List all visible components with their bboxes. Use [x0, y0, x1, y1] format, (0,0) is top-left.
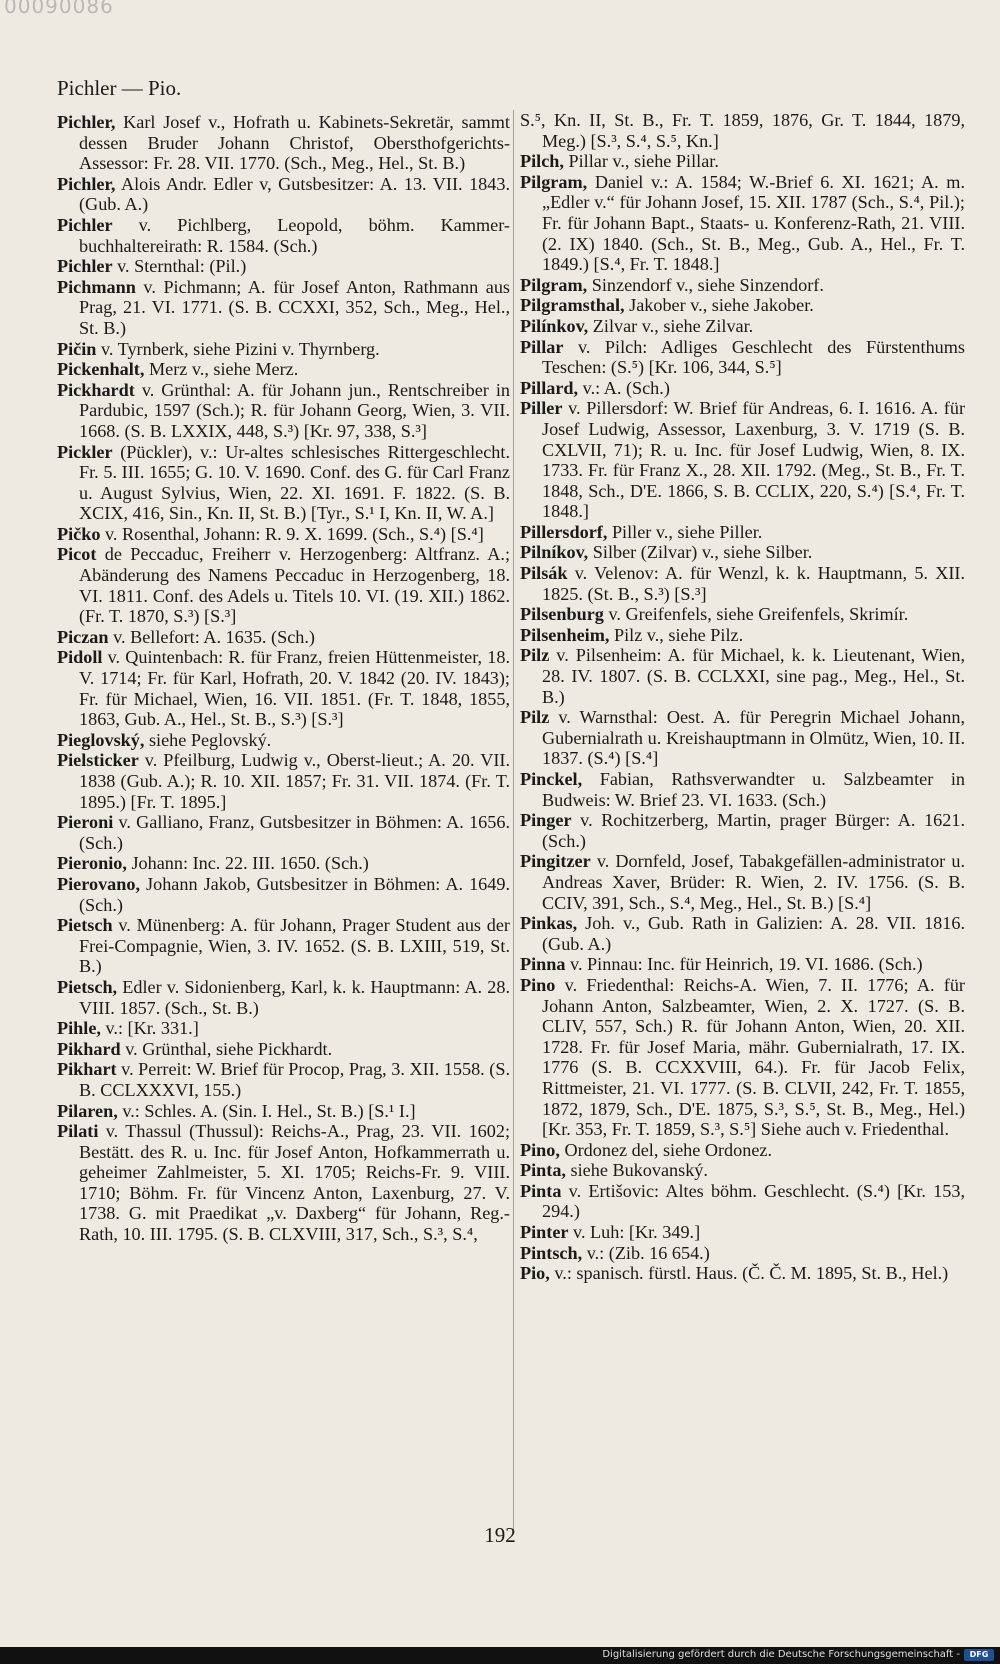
credit-line: Digitalisierung gefördert durch die Deutsche Forschungsgemeinschaft - [602, 1649, 960, 1660]
entry-headword: Pio, [520, 1263, 550, 1284]
entry-text: Silber (Zilvar) v., siehe Silber. [588, 542, 813, 563]
entry-text: v. Pfeilburg, Ludwig v., Oberst-lieut.; A. 20. VII. 1838 (Gub. A.); R. 10. XII. 1857; Fr. 31. VII. 1874. (Fr. T. 1895.) [Fr. T. 1895.] [79, 750, 510, 812]
left-column [57, 112, 510, 1524]
dictionary-entry [520, 563, 965, 604]
entry-text: de Peccaduc, Freiherr v. Herzogenberg: Altfranz. A.; Abänderung des Namens Peccaduc in Herzogenberg, 18. VI. 1811. Conf. des Adels u. Titels 10. VI. (19. XII.) 1862. (Fr. T. 1870, S.³) [S.³] [79, 544, 510, 627]
entry-headword: Pietsch [57, 915, 113, 936]
dictionary-entry [520, 1160, 965, 1181]
entry-headword: Pichler, [57, 173, 116, 194]
dictionary-entry [57, 359, 510, 380]
entry-text: v. Pichmann; A. für Josef Anton, Rathmann aus Prag, 21. VI. 1771. (S. B. CCXXI, 352, Sch., Meg., Hel., St. B.) [79, 276, 510, 338]
entry-headword: Pichler [57, 214, 113, 235]
entry-text: v.: [Kr. 331.] [100, 1018, 199, 1039]
dictionary-entry [57, 730, 510, 751]
entry-text: v.: A. (Sch.) [578, 377, 670, 398]
entry-text: v. Pillersdorf: W. Brief für Andreas, 6. I. 1616. A. für Josef Ludwig, Assessor, Laxenburg, 3. V. 1719 (S. B. CXLVII, 71); R. u. Inc. für Josef Ludwig, Wien, 8. IX. 1733. Fr. für Franz X., 28. XII. 1792. (Meg., St. B., Fr. T. 1848, Sch., D'E. 1866, S. B. CCLIX, 220, S.⁴) [S.⁴, Fr. T. 1848.] [542, 398, 965, 522]
entry-headword: Pilsenburg [520, 604, 604, 625]
entry-text: v. Luh: [Kr. 349.] [568, 1222, 701, 1243]
entry-text: (Pückler), v.: Ur-altes schlesisches Rittergeschlecht. Fr. 5. III. 1655; G. 10. V. 1690. Conf. des G. für Carl Franz u. August Sylvius, Wien, 22. XI. 1691. F. 1822. (S. B. XCIX, 416, Sin., Kn. II, St. B.) [Tyr., S.¹ I, Kn. II, W. A.] [79, 441, 510, 524]
dictionary-entry [520, 1243, 965, 1264]
entry-text: v. Ertišovic: Altes böhm. Geschlecht. (S.⁴) [Kr. 153, 294.) [542, 1180, 965, 1222]
dictionary-entry [520, 275, 965, 296]
entry-headword: Pilgram, [520, 274, 588, 295]
dfg-logo: DFG [964, 1649, 994, 1661]
dictionary-entry [57, 380, 510, 442]
entry-headword: Pilsák [520, 563, 568, 584]
entry-text: Pilz v., siehe Pilz. [609, 624, 744, 645]
entry-text: Sinzendorf v., siehe Sinzendorf. [587, 274, 824, 295]
entry-headword: Pinta [520, 1180, 562, 1201]
dictionary-entry [57, 112, 510, 174]
dictionary-entry [57, 1101, 510, 1122]
entry-headword: Pintsch, [520, 1242, 583, 1263]
dictionary-entry [57, 1121, 510, 1245]
column-divider [513, 110, 514, 1530]
entry-text: v. Rosenthal, Johann: R. 9. X. 1699. (Sch., S.⁴) [S.⁴] [100, 523, 484, 544]
entry-text: v. Grünthal, siehe Pickhardt. [120, 1038, 333, 1059]
entry-text: v. Grünthal: A. für Johann jun., Rentschreiber in Pardubic, 1597 (Sch.); R. für Johann Georg, Wien, 3. VII. 1668. (S. B. LXXIX, 448, S.³) [Kr. 97, 338, S.³] [79, 379, 510, 441]
entry-text: Piller v., siehe Piller. [607, 521, 763, 542]
entry-headword: Pingitzer [520, 851, 591, 872]
entry-text: Ordonez del, siehe Ordonez. [559, 1139, 773, 1160]
entry-headword: Pilsenheim, [520, 624, 610, 645]
dictionary-entry [520, 707, 965, 769]
entry-headword: Pilínkov, [520, 315, 589, 336]
dictionary-entry [57, 1018, 510, 1039]
entry-text: v.: spanisch. fürstl. Haus. (Č. Č. M. 1895, St. B., Hel.) [549, 1263, 949, 1284]
dictionary-entry [520, 378, 965, 399]
dictionary-entry [57, 215, 510, 256]
dictionary-entry [520, 645, 965, 707]
entry-text: v. Perreit: W. Brief für Procop, Prag, 3. XII. 1558. (S. B. CCLXXXVI, 155.) [79, 1059, 510, 1100]
entry-headword: Pinkas, [520, 913, 578, 934]
entry-headword: Pillar [520, 336, 564, 357]
entry-headword: Pino [520, 974, 556, 995]
dictionary-entry [520, 769, 965, 810]
dictionary-entry [520, 172, 965, 275]
entry-headword: Pillersdorf, [520, 521, 608, 542]
entry-headword: Pinckel, [520, 769, 583, 789]
entry-text: v. Velenov: A. für Wenzl, k. k. Hauptmann, 5. XII. 1825. (St. B., S.³) [S.³] [542, 563, 965, 604]
entry-headword: Pikhard [57, 1038, 121, 1059]
entry-headword: Pilaren, [57, 1100, 118, 1121]
dictionary-entry [520, 151, 965, 172]
entry-headword: Pilz [520, 645, 550, 666]
entry-headword: Pichler [57, 256, 113, 277]
entry-text: v. Pinnau: Inc. für Heinrich, 19. VI. 1686. (Sch.) [565, 954, 923, 975]
right-column [520, 110, 965, 1524]
dictionary-entry [520, 810, 965, 851]
entry-text: Joh. v., Gub. Rath in Galizien: A. 28. VII. 1816. (Gub. A.) [542, 913, 965, 954]
dictionary-entry [57, 1039, 510, 1060]
entry-text: v. Greifenfels, siehe Greifenfels, Skrimír. [603, 604, 909, 625]
entry-headword: Piczan [57, 626, 109, 647]
entry-headword: Picot [57, 544, 97, 565]
dictionary-entry [520, 1181, 965, 1222]
dictionary-entry [520, 337, 965, 378]
dictionary-entry [520, 110, 965, 151]
dictionary-entry [520, 295, 965, 316]
entry-headword: Pinter [520, 1222, 569, 1243]
entry-text: v. Tyrnberk, siehe Pizini v. Thyrnberg. [96, 338, 380, 359]
running-head: Pichler — Pio. [57, 76, 182, 100]
dictionary-entry [520, 625, 965, 646]
entry-headword: Pinna [520, 954, 566, 975]
page-number: 192 [484, 1523, 516, 1547]
dictionary-entry [57, 647, 510, 729]
entry-headword: Pilgramsthal, [520, 295, 625, 316]
entry-text: Edler v. Sidonienberg, Karl, k. k. Hauptmann: A. 28. VIII. 1857. (Sch., St. B.) [79, 976, 510, 1018]
entry-headword: Pichler, [57, 112, 116, 132]
entry-text: Johann: Inc. 22. III. 1650. (Sch.) [126, 853, 369, 874]
entry-text: v. Friedenthal: Reichs-A. Wien, 7. II. 1776; A. für Johann Anton, Salzbeamter, Wien, 2. X. 1727. (S. B. CLIV, 557, Sch.) R. für Johann Anton, Wien, 20. XII. 1728. Fr. für Josef Maria, mähr. Gubernialrath, 17. IX. 1776 (S. B. CCXXVIII, 64.). Fr. für Jacob Felix, Rittmeister, 21. VI. 1777. (S. B. CLVII, 242, Fr. T. 1855, 1872, 1879, Sch., D'E. 1875, S.³, S.⁵, St. B., Meg., Hel.) [Kr. 353, Fr. T. 1859, S.³, S.⁵] Siehe auch v. Friedenthal. [542, 974, 965, 1140]
entry-text: v.: Schles. A. (Sin. I. Hel., St. B.) [S.¹ I.] [117, 1100, 416, 1121]
entry-headword: Pickhardt [57, 379, 135, 400]
entry-text: v. Warnsthal: Oest. A. für Peregrin Michael Johann, Gubernialrath u. Kreishauptmann in Olmütz, Wien, 10. II. 1837. (S.⁴) [S.⁴] [542, 707, 965, 769]
dictionary-entry [57, 339, 510, 360]
entry-text: v.: (Zib. 16 654.) [582, 1242, 710, 1263]
entry-text: Johann Jakob, Gutsbesitzer in Böhmen: A. 1649. (Sch.) [79, 873, 510, 915]
corner-stamp: 00090086 [4, 0, 114, 18]
dictionary-entry [57, 977, 510, 1018]
entry-headword: Pilníkov, [520, 542, 589, 563]
entry-headword: Pilz [520, 707, 550, 728]
entry-text: Pillar v., siehe Pillar. [563, 151, 719, 172]
entry-headword: Pielsticker [57, 750, 139, 771]
entry-headword: Pieglovský, [57, 729, 145, 750]
entry-text: v. Rochitzerberg, Martin, prager Bürger: A. 1621. (Sch.) [542, 810, 965, 851]
entry-text: v. Bellefort: A. 1635. (Sch.) [108, 626, 315, 647]
dictionary-entry [57, 442, 510, 524]
entry-headword: Pičko [57, 523, 101, 544]
entry-text: v. Pilsenheim: A. für Michael, k. k. Lieutenant, Wien, 28. IV. 1807. (S. B. CCLXXI, sine pag., Meg., Hel., St. B.) [542, 645, 965, 707]
dictionary-entry [57, 627, 510, 648]
entry-headword: Pilati [57, 1121, 99, 1142]
dictionary-entry [57, 1059, 510, 1100]
entry-headword: Pieronio, [57, 853, 127, 874]
dictionary-entry [57, 874, 510, 915]
entry-text: Daniel v.: A. 1584; W.-Brief 6. XI. 1621; A. m. „Edler v.“ für Johann Josef, 15. XII. 1787 (Sch., S.⁴, Pil.); Fr. für Johann Bapt., Staats- u. Konferenz-Rath, 21. VIII. (2. IX) 1840. (Sch., St. B., Meg., Gub. A., Hel., Fr. T. 1849.) [S.⁴, Fr. T. 1848.] [542, 171, 965, 275]
dictionary-entry [520, 851, 965, 913]
dictionary-entry [57, 812, 510, 853]
entry-headword: Pichmann [57, 276, 136, 297]
dictionary-entry [520, 1140, 965, 1161]
entry-text: v. Thassul (Thussul): Reichs-A., Prag, 23. VII. 1602; Bestätt. des R. u. Inc. für Josef Anton, Hofkammerrath u. geheimer Zahlmeister, 5. XI. 1705; Reichs-Fr. 9. VIII. 1710; Böhm. Fr. für Vincenz Anton, Laxenburg, 27. V. 1738. G. mit Praedikat „v. Daxberg“ für Johann, Reg.-Rath, 10. III. 1795. (S. B. CLXVIII, 317, Sch., S.³, S.⁴, [79, 1121, 510, 1245]
entry-text: Jakober v., siehe Jakober. [624, 295, 814, 316]
entry-text: v. Sternthal: (Pil.) [112, 256, 247, 277]
dictionary-entry [520, 604, 965, 625]
entry-headword: Pillard, [520, 377, 579, 398]
dictionary-entry [57, 915, 510, 977]
dictionary-entry [520, 975, 965, 1140]
dictionary-entry [520, 1263, 965, 1284]
entry-text: v. Pichlberg, Leopold, böhm. Kammer-buchhaltereirath: R. 1584. (Sch.) [79, 214, 510, 256]
entry-headword: Pickenhalt, [57, 359, 145, 380]
entry-text: v. Dornfeld, Josef, Tabakgefällen-administrator u. Andreas Xaver, Brüder: R. Wien, 2. IV. 1756. (S. B. CCIV, 391, Sch., S.⁴, Meg., Hel., St. B.) [S.⁴] [542, 851, 965, 913]
entry-headword: Pieroni [57, 812, 114, 833]
entry-text: Alois Andr. Edler v, Gutsbesitzer: A. 13. VII. 1843. (Gub. A.) [79, 173, 510, 215]
entry-headword: Pikhart [57, 1059, 117, 1080]
entry-headword: Pihle, [57, 1018, 101, 1039]
entry-headword: Pierovano, [57, 873, 141, 894]
entry-headword: Pičin [57, 338, 97, 359]
entry-text: v. Pilch: Adliges Geschlecht des Fürstenthums Teschen: (S.⁵) [Kr. 106, 344, S.⁵] [542, 336, 965, 378]
entry-headword: Pickler [57, 441, 113, 462]
entry-headword: Pino, [520, 1139, 560, 1160]
dictionary-entry [57, 524, 510, 545]
entry-text: siehe Peglovský. [144, 729, 272, 750]
dictionary-entry [520, 398, 965, 522]
entry-headword: Pilgram, [520, 171, 588, 192]
entry-text: v. Münenberg: A. für Johann, Prager Student aus der Frei-Compagnie, Wien, 3. IV. 1652. (S. B. LXIII, 519, St. B.) [79, 915, 510, 977]
dictionary-entry [57, 174, 510, 215]
entry-text: Merz v., siehe Merz. [144, 359, 299, 380]
entry-headword: Pinger [520, 810, 572, 831]
entry-text: v. Quintenbach: R. für Franz, freien Hüttenmeister, 18. V. 1714; Fr. für Karl, Hofrath, 20. V. 1842 (20. IV. 1843); Fr. für Michael, Wien, 16. VII. 1851. (Fr. T. 1848, 1855, 1863, Gub. A., Hel., St. B., S.³) [S.³] [79, 647, 510, 730]
dictionary-entry [520, 542, 965, 563]
dictionary-entry [57, 256, 510, 277]
dictionary-entry [520, 316, 965, 337]
dictionary-entry [520, 913, 965, 954]
entry-text: siehe Bukovanský. [565, 1160, 708, 1181]
dictionary-entry [57, 277, 510, 339]
entry-headword: Pinta, [520, 1160, 566, 1181]
entry-headword: Pilch, [520, 151, 564, 172]
entry-headword: Pietsch, [57, 976, 118, 997]
entry-headword: Piller [520, 398, 563, 419]
entry-text: Zilvar v., siehe Zilvar. [588, 315, 754, 336]
dictionary-entry [57, 853, 510, 874]
dictionary-entry [520, 954, 965, 975]
entry-text: v. Galliano, Franz, Gutsbesitzer in Böhmen: A. 1656. (Sch.) [79, 812, 510, 853]
dictionary-entry [520, 1222, 965, 1243]
dictionary-entry [57, 544, 510, 626]
dictionary-entry [57, 750, 510, 812]
dictionary-entry [520, 522, 965, 543]
entry-text: S.⁵, Kn. II, St. B., Fr. T. 1859, 1876, Gr. T. 1844, 1879, Meg.) [S.³, S.⁴, S.⁵, Kn.] [520, 110, 965, 151]
entry-headword: Pidoll [57, 647, 103, 668]
entry-text: Karl Josef v., Hofrath u. Kabinets-Sekretär, sammt dessen Bruder Johann Christof, Obersthofgerichts-Assessor: Fr. 28. VII. 1770. (Sch., Meg., Hel., St. B.) [79, 112, 510, 174]
entry-text: Fabian, Rathsverwandter u. Salzbeamter in Budweis: W. Brief 23. VI. 1633. (Sch.) [542, 769, 965, 810]
